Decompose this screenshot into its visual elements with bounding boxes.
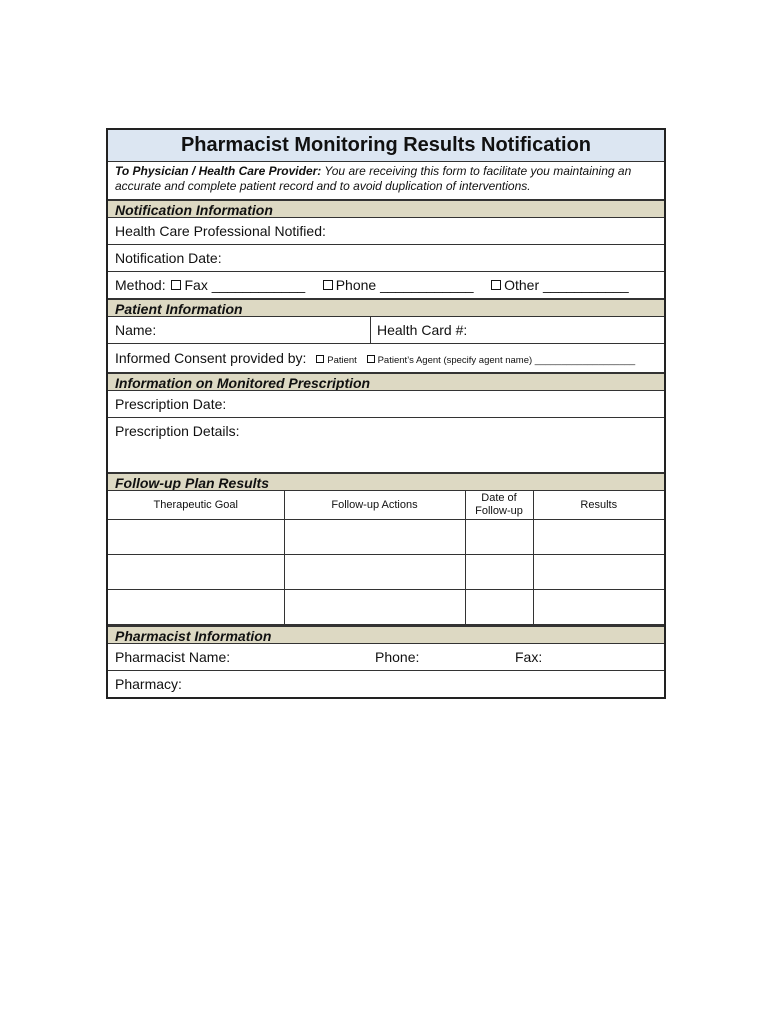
consent-field <box>108 343 664 372</box>
patient-name-row <box>108 316 664 343</box>
pharmacy-label: Pharmacy: <box>115 676 182 692</box>
monitoring-form <box>106 128 666 699</box>
form-intro <box>108 161 664 199</box>
date-cell[interactable] <box>465 555 533 590</box>
pharmacist-contact-row <box>108 643 664 670</box>
notification-date-label: Notification Date: <box>115 250 222 266</box>
followup-header-row <box>108 491 664 520</box>
col-followup-actions: Follow-up Actions <box>284 491 465 520</box>
followup-table-wrap <box>108 490 664 625</box>
health-card-field[interactable] <box>371 317 467 343</box>
prescription-date-label: Prescription Date: <box>115 396 227 412</box>
pharmacy-field[interactable] <box>108 670 664 697</box>
phone-option-label: Phone ____________ <box>335 277 474 293</box>
other-checkbox[interactable] <box>491 280 501 290</box>
actions-cell[interactable] <box>284 520 465 555</box>
table-row <box>108 555 664 590</box>
pharmacist-fax-label: Fax: <box>515 649 543 665</box>
results-cell[interactable] <box>533 590 664 625</box>
actions-cell[interactable] <box>284 590 465 625</box>
section-notification: Notification Information <box>108 199 664 217</box>
col-date-of-followup <box>465 491 533 520</box>
goal-cell[interactable] <box>108 520 284 555</box>
col-date-line2: Follow-up <box>475 505 523 517</box>
prescription-date-field[interactable] <box>108 390 664 417</box>
pharmacist-phone-label: Phone: <box>375 649 420 665</box>
pharmacist-name-label: Pharmacist Name: <box>115 649 231 665</box>
professional-notified-field[interactable] <box>108 217 664 244</box>
table-row <box>108 520 664 555</box>
patient-name-label: Name: <box>115 322 157 338</box>
consent-agent-label: Patient’s Agent (specify agent name) ___________________ <box>377 355 636 366</box>
prescription-details-field[interactable] <box>108 417 664 472</box>
section-followup: Follow-up Plan Results <box>108 472 664 490</box>
results-cell[interactable] <box>533 555 664 590</box>
pharmacist-phone-field[interactable] <box>375 644 515 670</box>
col-therapeutic-goal: Therapeutic Goal <box>108 491 284 520</box>
intro-text: You are receiving this form to facilitate you maintaining an accurate and complete patient record and to avoid duplication of interventions. <box>115 164 632 193</box>
notification-date-field[interactable] <box>108 244 664 271</box>
goal-cell[interactable] <box>108 590 284 625</box>
actions-cell[interactable] <box>284 555 465 590</box>
col-results: Results <box>533 491 664 520</box>
prescription-details-label: Prescription Details: <box>115 423 240 439</box>
other-option-label: Other ___________ <box>504 277 629 293</box>
method-label: Method: <box>115 277 166 293</box>
patient-name-field[interactable] <box>108 317 371 343</box>
date-cell[interactable] <box>465 590 533 625</box>
results-cell[interactable] <box>533 520 664 555</box>
section-patient: Patient Information <box>108 298 664 316</box>
consent-agent-checkbox[interactable] <box>367 355 375 363</box>
form-title: Pharmacist Monitoring Results Notification <box>108 130 664 161</box>
consent-patient-checkbox[interactable] <box>316 355 324 363</box>
consent-patient-label: Patient <box>327 355 357 366</box>
fax-option-label: Fax ____________ <box>184 277 306 293</box>
fax-checkbox[interactable] <box>171 280 181 290</box>
section-prescription: Information on Monitored Prescription <box>108 372 664 390</box>
health-card-label: Health Card #: <box>377 322 468 338</box>
followup-table <box>108 491 664 625</box>
date-cell[interactable] <box>465 520 533 555</box>
table-row <box>108 590 664 625</box>
section-pharmacist: Pharmacist Information <box>108 625 664 643</box>
phone-checkbox[interactable] <box>323 280 333 290</box>
consent-label: Informed Consent provided by: <box>115 350 307 366</box>
method-field <box>108 271 664 298</box>
col-date-line1: Date of <box>481 492 517 504</box>
intro-lead: To Physician / Health Care Provider: <box>115 164 322 178</box>
professional-notified-label: Health Care Professional Notified: <box>115 223 326 239</box>
pharmacist-name-field[interactable] <box>108 644 375 670</box>
pharmacist-fax-field[interactable] <box>515 644 542 670</box>
goal-cell[interactable] <box>108 555 284 590</box>
